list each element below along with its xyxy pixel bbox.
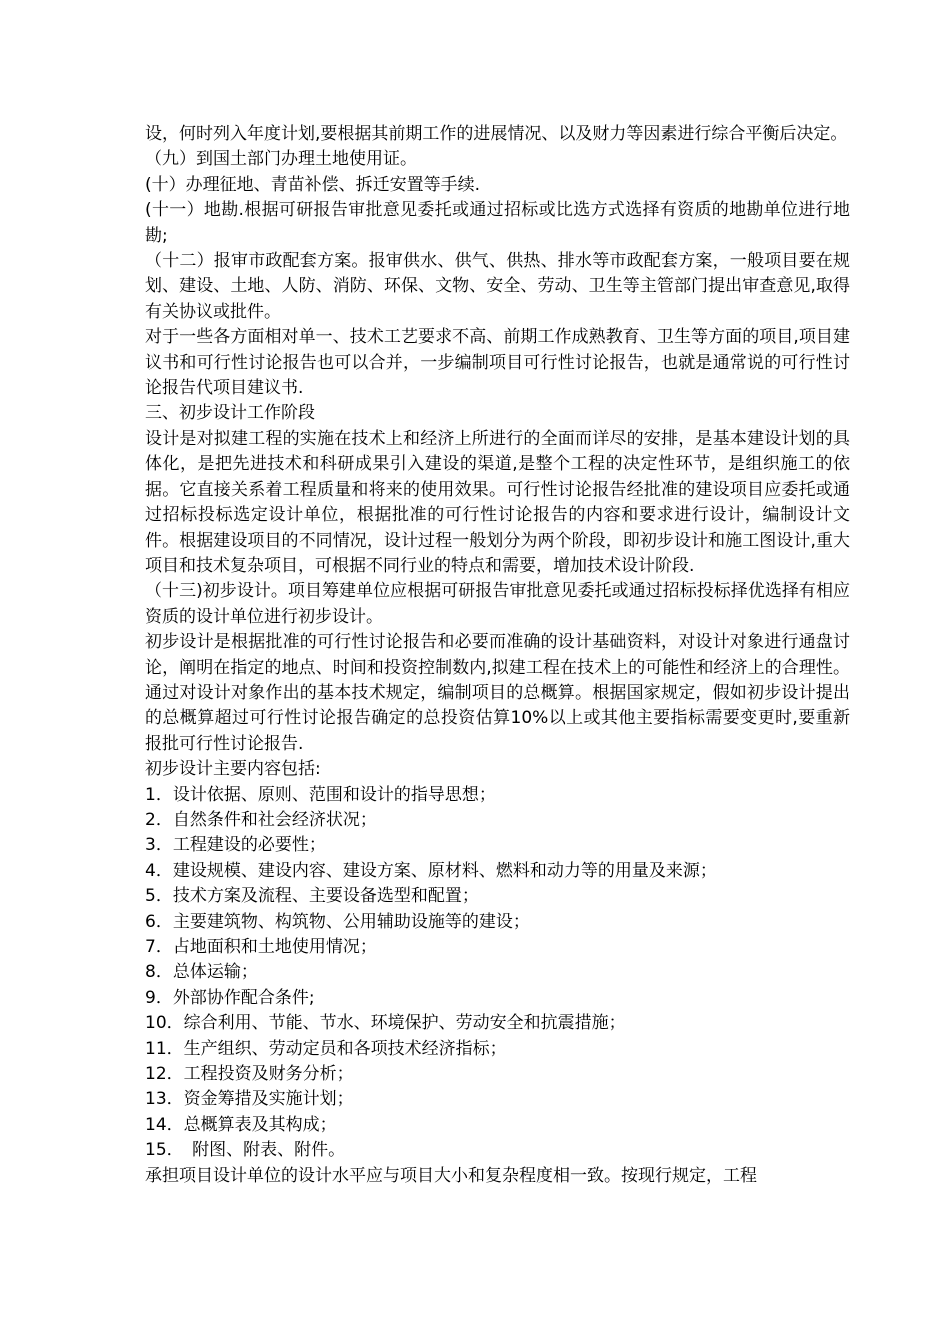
paragraph-design-overview: 设计是对拟建工程的实施在技术上和经济上所进行的全面而详尽的安排，是基本建设计划的具体化，是把先进技术和科研成果引入建设的渠道,是整个工程的决定性环节，是组织施工的依据。它直接关系着工程质量和将来的使用效果。可行性讨论报告经批准的建设项目应委托或通过招标投标选定设计单位，根据批准的可行性讨论报告的内容和要求进行设计，编制设计文件。根据建设项目的不同情况，设计过程一般划分为两个阶段，即初步设计和施工图设计,重大项目和技术复杂项目，可根据不同行业的特点和需要，增加技术设计阶段. <box>145 428 850 576</box>
list-item: 6．主要建筑物、构筑物、公用辅助设施等的建设； <box>145 911 530 932</box>
list-item: 5．技术方案及流程、主要设备选型和配置； <box>145 886 479 907</box>
list-item: 9．外部协作配合条件; <box>145 987 315 1008</box>
list-item: 1．设计依据、原则、范围和设计的指导思想； <box>145 784 496 805</box>
list-item: 14．总概算表及其构成； <box>145 1114 337 1135</box>
list-item: 12．工程投资及财务分析； <box>145 1064 354 1085</box>
list-item: 4．建设规模、建设内容、建设方案、原材料、燃料和动力等的用量及来源； <box>145 860 717 881</box>
paragraph-continuation: 设，何时列入年度计划,要根据其前期工作的进展情况、以及财力等因素进行综合平衡后决定。 <box>145 124 848 144</box>
document-body <box>145 122 850 1189</box>
paragraph-item-13: （十三)初步设计。项目筹建单位应根据可研报告审批意见委托或通过招标投标择优选择有相应资质的设计单位进行初步设计。 <box>145 581 850 627</box>
list-item: 15． 附图、附表、附件。 <box>145 1140 346 1161</box>
paragraph-item-9: （九）到国土部门办理土地使用证。 <box>145 149 417 170</box>
paragraph-merge-note: 对于一些各方面相对单一、技术工艺要求不高、前期工作成熟教育、卫生等方面的项目,项目建议书和可行性讨论报告也可以合并，一步编制项目可行性讨论报告，也就是通常说的可行性讨论报告代项目建议书. <box>145 327 850 399</box>
list-item: 13．资金筹措及实施计划； <box>145 1089 354 1110</box>
list-item: 3．工程建设的必要性； <box>145 835 326 856</box>
list-item: 7．占地面积和土地使用情况； <box>145 937 377 957</box>
paragraph-item-10: (十）办理征地、青苗补偿、拆迁安置等手续. <box>145 174 481 195</box>
section-heading-preliminary-design: 三、初步设计工作阶段 <box>145 403 315 424</box>
list-item: 2．自然条件和社会经济状况； <box>145 809 377 830</box>
paragraph-item-12: （十二）报审市政配套方案。报审供水、供气、供热、排水等市政配套方案，一般项目要在规划、建设、土地、人防、消防、环保、文物、安全、劳动、卫生等主管部门提出审查意见,取得有关协议或批件。 <box>145 251 850 322</box>
list-item: 10．综合利用、节能、节水、环境保护、劳动安全和抗震措施； <box>145 1013 626 1034</box>
list-item: 8．总体运输； <box>145 962 258 983</box>
list-intro: 初步设计主要内容包括: <box>145 759 321 780</box>
paragraph-design-unit-requirement: 承担项目设计单位的设计水平应与项目大小和复杂程度相一致。按现行规定，工程 <box>145 1165 757 1186</box>
paragraph-preliminary-design-definition: 初步设计是根据批准的可行性讨论报告和必要而准确的设计基础资料，对设计对象进行通盘讨论，阐明在指定的地点、时间和投资控制数内,拟建工程在技术上的可能性和经济上的合理性。通过对设计对象作出的基本技术规定，编制项目的总概算。根据国家规定，假如初步设计提出的总概算超过可行性讨论报告确定的总投资估算10%以上或其他主要指标需要变更时,要重新报批可行性讨论报告. <box>145 632 850 754</box>
paragraph-item-11: (十一）地勘.根据可研报告审批意见委托或通过招标或比选方式选择有资质的地勘单位进行地勘; <box>145 200 850 246</box>
list-item: 11．生产组织、劳动定员和各项技术经济指标； <box>145 1038 507 1059</box>
